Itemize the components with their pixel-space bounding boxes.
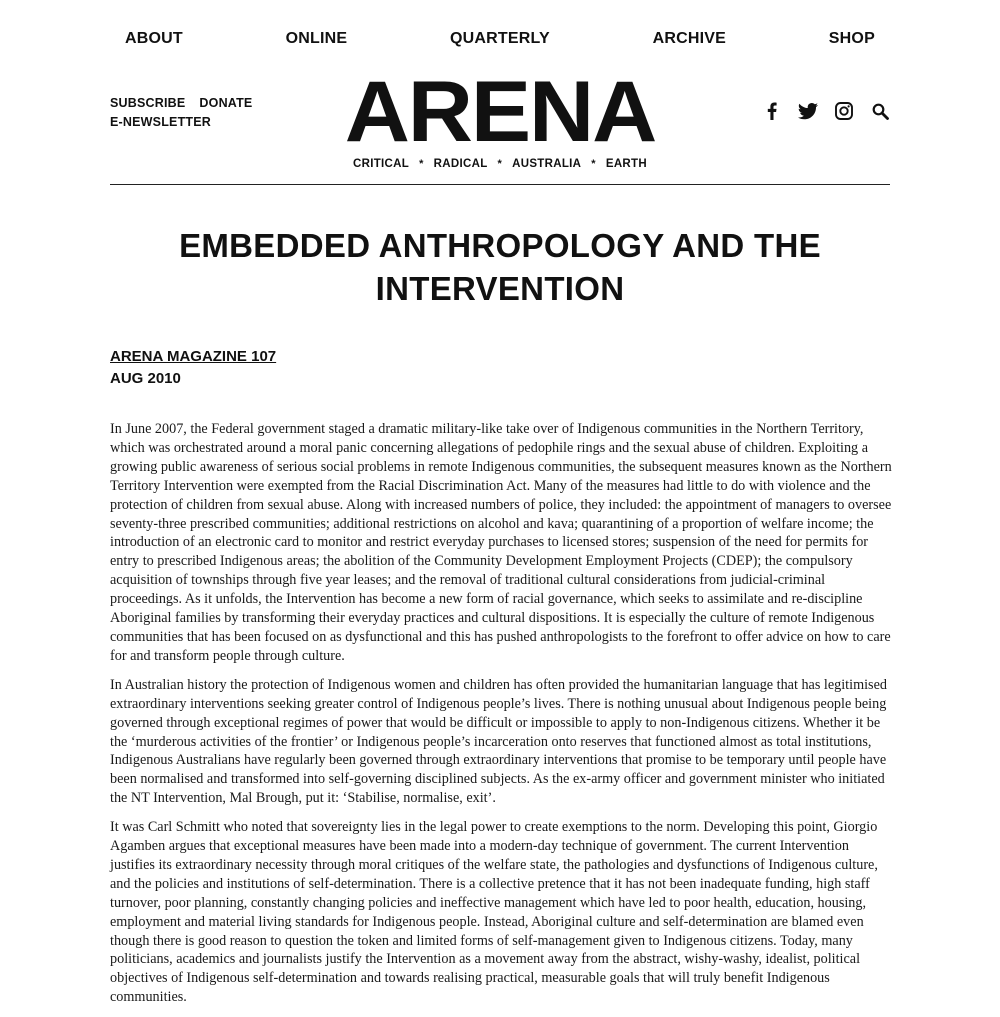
tagline-word: CRITICAL	[353, 158, 410, 170]
nav-about[interactable]: ABOUT	[125, 30, 183, 47]
article-paragraph: In Australian history the protection of Indigenous women and children has often provided the humanitarian language that has legitimised extraordinary interventions seeking greater control of Indigenous people’s lives. There is nothing unusual about Indigenous people being governed through exceptional regimes of power that would be difficult or impossible to apply to non-Indigenous citizens. Whether it be the ‘murderous activities of the frontier’ or Indigenous people’s incarceration onto reserves that functioned almost as total institutions, Indigenous Australians have regularly been governed through extraordinary interventions that promise to be temporary until people have been normalised and transformed into self-governing disciplined subjects. As the ex-army officer and government minister who initiated the NT Intervention, Mal Brough, put it: ‘Stabilise, normalise, exit’.	[110, 676, 887, 807]
nav-online[interactable]: ONLINE	[285, 30, 348, 47]
tagline-word: AUSTRALIA	[512, 158, 582, 170]
article-paragraph: It was Carl Schmitt who noted that sovereignty lies in the legal power to create exemptions to the norm. Developing this point, Giorgio Agamben argues that exceptional measures have been made into a modern-day technique of government. The current Intervention justifies its extraordinary necessity through moral critiques of the welfare state, the pathologies and dysfunctions of Indigenous culture, and the policies and institutions of self-determination. There is a collective pretence that it has not been inadequate funding, high staff turnover, poor planning, constantly changing policies and ineffective management which have led to poor health, education, housing, employment and material living standards for Indigenous people. Instead, Aboriginal culture and self-determination are blamed even though there is good reason to question the token and limited forms of self-management given to Indigenous citizens. Today, many politicians, academics and journalists justify the Intervention as a movement away from the abstract, wishy-washy, idealist, political objectives of Indigenous self-determination and towards realising practical, measurable goals that will truly benefit Indigenous communities.	[110, 819, 878, 1006]
tagline-word: EARTH	[605, 158, 647, 170]
tagline-separator: *	[497, 158, 503, 170]
issue-date: AUG 2010	[110, 370, 181, 387]
issue-link[interactable]: ARENA MAGAZINE 107	[110, 348, 277, 365]
tagline-separator: *	[419, 158, 424, 170]
article-paragraph: In June 2007, the Federal government staged a dramatic military-like take over of Indigenous communities in the Northern Territory, which was orchestrated around a moral panic concerning allegations of pedophile rings and the sexual abuse of children. Exploiting a growing public awareness of serious social problems in remote Indigenous communities, the subsequent measures known as the Northern Territory Intervention were exempted from the Racial Discrimination Act. Many of the measures had little to do with violence and the protection of children from sexual abuse. Along with increased numbers of police, they included: the appointment of managers to oversee seventy-three prescribed communities; additional restrictions on alcohol and kava; quarantining of a proportion of welfare income; the introduction of an electronic card to monitor and restrict everyday purchases to licensed stores; suspension of the need for permits for entry to prescribed Indigenous areas; the abolition of the Community Development Employment Projects (CDEP); the compulsory acquisition of townships through five year leases; and the removal of traditional cultural considerations from judicial-criminal proceedings. As it unfolds, the Intervention has become a new form of racial governance, which seeks to assimilate and re-discipline Aboriginal families by transforming their everyday practices and cultural dispositions. It is especially the culture of remote Indigenous communities that has been focused on as dysfunctional and this has pushed anthropologists to the forefront to offer advice on how to care for and transform people through culture.	[110, 421, 892, 664]
instagram-icon[interactable]	[834, 100, 854, 122]
twitter-icon[interactable]	[798, 100, 818, 122]
tagline-word: RADICAL	[433, 158, 488, 170]
article-meta	[110, 346, 276, 390]
search-icon[interactable]	[870, 100, 890, 122]
header-divider	[110, 184, 890, 185]
utility-row	[110, 113, 290, 132]
facebook-icon[interactable]	[762, 100, 782, 122]
tagline-separator: *	[591, 158, 596, 170]
nav-archive[interactable]: ARCHIVE	[652, 30, 727, 47]
e-newsletter-link[interactable]: E-NEWSLETTER	[110, 115, 212, 129]
main-nav	[110, 30, 890, 54]
utility-row	[110, 94, 290, 113]
arena-logo[interactable]: ARENA	[344, 64, 656, 160]
nav-quarterly[interactable]: QUARTERLY	[450, 30, 550, 47]
donate-link[interactable]: DONATE	[199, 96, 253, 110]
subscribe-link[interactable]: SUBSCRIBE	[110, 96, 186, 110]
utility-links	[110, 94, 290, 132]
article-body	[110, 420, 892, 1017]
brand-header	[340, 64, 660, 170]
social-links	[762, 100, 890, 122]
article-title: EMBEDDED ANTHROPOLOGY AND THE INTERVENTION	[179, 227, 821, 307]
nav-shop[interactable]: SHOP	[828, 30, 875, 47]
